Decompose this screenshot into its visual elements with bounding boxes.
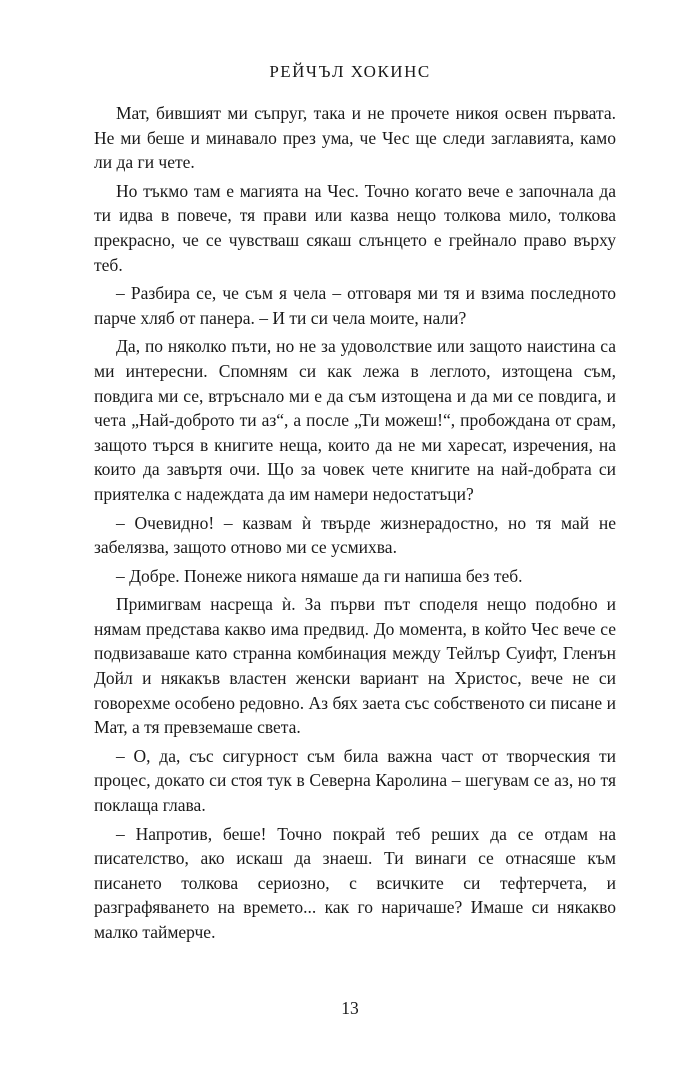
running-head: РЕЙЧЪЛ ХОКИНС <box>269 62 431 81</box>
paragraph: – Напротив, беше! Точно покрай теб реших да се отдам на писателство, ако искаш да знаеш. Ти винаги се отнасяше към писането толкова сериозно, с всичките си тефтерчета, и разграфяването на времето... как го наричаше? Имаше си някакво малко таймерче. <box>94 823 616 942</box>
body-text <box>94 101 616 949</box>
page-number: 13 <box>341 998 359 1018</box>
paragraph: Да, по няколко пъти, но не за удоволствие или защото наистина са ми интересни. Спомням си как лежа в леглото, изтощена съм, повдига ми се, втръснало ми е да съм изтощена и да ми се повдига, и чета „Най-доброто ти аз“, а после „Ти можеш!“, пробождана от срам, защото търся в книгите неща, които да не ми харесат, изречения, на които да завъртя очи. Що за човек чете книгите на най-добрата си приятелка с надеждата да им намери недостатъци? <box>94 336 616 504</box>
paragraph: Мат, бившият ми съпруг, така и не прочете никоя освен първата. Не ми беше и минавало през ума, че Чес ще следи заглавията, камо ли да ги чете. <box>94 103 616 173</box>
paragraph: – Добре. Понеже никога нямаше да ги напиша без теб. <box>116 565 523 586</box>
paragraph: Но тъкмо там е магията на Чес. Точно когато вече е започнала да ти идва в повече, тя прави или казва нещо толкова мило, толкова прекрасно, че се чувстваш сякаш слънцето е грейнало право върху теб. <box>94 180 616 275</box>
paragraph: – Очевидно! – казвам ѝ твърде жизнерадостно, но тя май не забелязва, защото отново ми се усмихва. <box>94 512 616 558</box>
paragraph: Примигвам насреща ѝ. За първи път споделя нещо подобно и нямам представа какво има предвид. До момента, в който Чес вече се подвизаваше като странна комбинация между Тейлър Суифт, Гленън Дойл и някакъв властен женски вариант на Христос, вече не си говорехме особено редовно. Аз бях заета със собственото си писане и Мат, а тя превземаше света. <box>94 594 616 738</box>
paragraph: – Разбира се, че съм я чела – отговаря ми тя и взима последното парче хляб от панера. – И ти си чела моите, нали? <box>94 283 616 328</box>
paragraph: – О, да, със сигурност съм била важна част от творческия ти процес, докато си стоя тук в Северна Каролина – шегувам се аз, но тя поклаща глава. <box>94 745 616 816</box>
